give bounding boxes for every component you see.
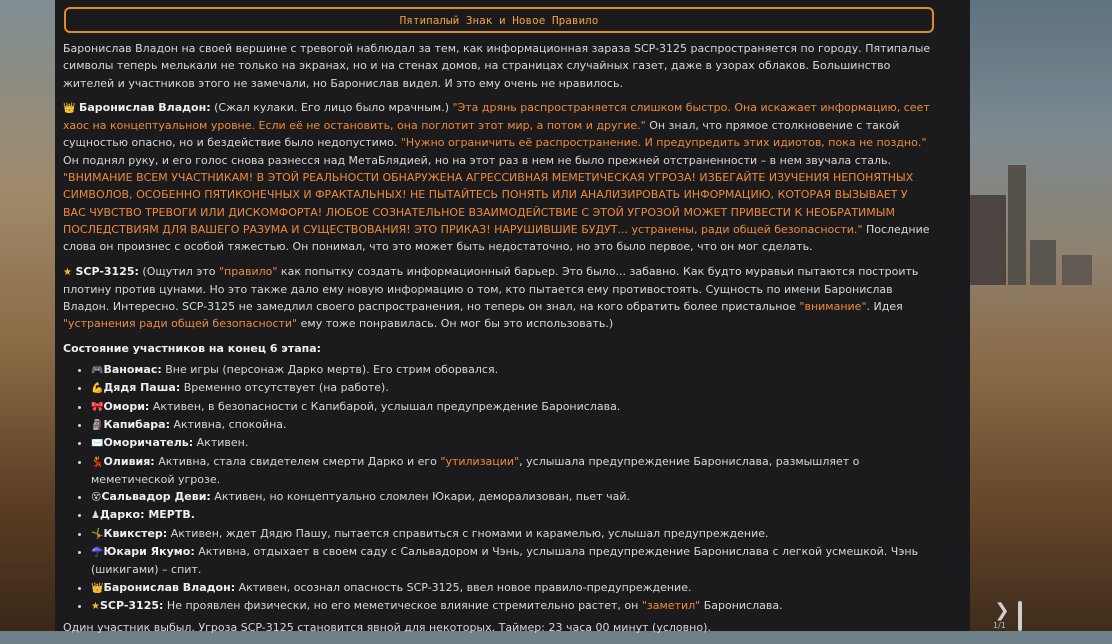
dialogue-text: Он знал, что прямое столкновение с такой сущностью опасно, но и бездействие было недопустимо. xyxy=(63,119,900,150)
narration-paragraph: Баронислав Владон на своей вершине с тревогой наблюдал за тем, как информационная зараза SCP-3125 распространяется по городу. Пятипалые символы теперь мелькали не только на экранах, но и на стенах домов, на страницах случайных газет, даже в узорах облаков. Большинство жителей и участников этого не замечали, но Баронислав видел. И это ему очень не нравилось. xyxy=(63,42,931,90)
participant-status: Временно отсутствует (на работе). xyxy=(180,381,389,395)
dialogue-baronislav xyxy=(63,99,933,256)
quote-text: "Эта дрянь распространяется слишком быстро. Она искажает информацию, сеет хаос на концептуальном уровне. Если её не остановить, она поглотит этот мир, а потом и другие." xyxy=(63,100,930,133)
dialogue-text: (Ощутил это xyxy=(138,264,219,278)
participant-icon: 💪 xyxy=(91,383,104,395)
dialogue-text: как попытку создать информационный барьер. Это было... забавно. Как будто муравьи пытаются построить плотину против цунами. Но это также дало ему новую информацию о том, кто пытается ему противостоять. Сущность по имени Баронислав Владон. Интересно. SCP-3125 не замедлил своего распространения, но теперь он знал, на кого обратить более пристальное xyxy=(63,264,919,314)
participant-status: Активен, в безопасности с Капибарой, услышал предупреждение Баронислава. xyxy=(149,399,621,413)
participant-icon: ☂️ xyxy=(91,547,104,559)
participant-status: , услышала предупреждение Баронислава, размышляет о меметической угрозе. xyxy=(91,454,860,486)
status-item xyxy=(91,379,933,397)
dialogue-text: Он поднял руку, и его голос снова разнесся над МетаБлядией, но на этот раз в нем не было прежней отстраненности – в нем звучала сталь. xyxy=(63,153,891,167)
rock-formation xyxy=(970,195,1006,285)
quote-text: "правило" xyxy=(219,264,278,278)
quote-text: "утилизации" xyxy=(440,454,520,468)
participant-icon: ✉️ xyxy=(91,438,104,450)
status-item xyxy=(91,453,933,489)
participant-name: Капибара: xyxy=(103,417,170,431)
participant-icon: 🗿 xyxy=(91,419,104,431)
participant-name: Ваномас: xyxy=(103,363,162,377)
participant-status: МЕРТВ. xyxy=(144,508,195,522)
status-item xyxy=(91,416,933,434)
next-arrow-icon[interactable]: ❯ xyxy=(994,600,1010,621)
story-panel xyxy=(55,0,1010,635)
status-item xyxy=(91,398,933,416)
participant-status: Активен, осознал опасность SCP-3125, ввел новое правило-предупреждение. xyxy=(235,580,692,594)
star-icon: ★ xyxy=(63,266,72,278)
status-list xyxy=(63,361,933,615)
participant-icon: 💃 xyxy=(91,456,104,468)
participant-icon: 🎮 xyxy=(91,365,104,377)
participant-name: Дарко: xyxy=(99,508,145,522)
scrollbar[interactable] xyxy=(1018,601,1022,631)
dialogue-text: . Идея xyxy=(866,300,903,314)
dialogue-text: ему тоже понравилась. Он мог бы это использовать.) xyxy=(297,317,614,331)
participant-status: Активна, стала свидетелем смерти Дарко и его xyxy=(154,454,441,468)
participant-status: Баронислава. xyxy=(700,598,783,612)
dialogue-scp xyxy=(63,263,933,333)
chapter-title: Пятипалый Знак и Новое Правило xyxy=(64,7,934,33)
participant-status: Активен, но концептуально сломлен Юкари, деморализован, пьет чай. xyxy=(210,490,630,504)
participant-name: Сальвадор Деви: xyxy=(101,490,211,504)
quote-text: "ВНИМАНИЕ ВСЕМ УЧАСТНИКАМ! В ЭТОЙ РЕАЛЬНОСТИ ОБНАРУЖЕНА АГРЕССИВНАЯ МЕМЕТИЧЕСКАЯ УГРОЗА! ИЗБЕГАЙТЕ ИЗУЧЕНИЯ НЕПОНЯТНЫХ СИМВОЛОВ, ОСОБЕННО ПЯТИКОНЕЧНЫХ И ФРАКТАЛЬНЫХ! НЕ ПЫТАЙТЕСЬ ПОНЯТЬ ИЛИ АНАЛИЗИРОВАТЬ ИНФОРМАЦИЮ, КОТОРАЯ ВЫЗЫВАЕТ У ВАС ЧУВСТВО ТРЕВОГИ ИЛИ ДИСКОМФОРТА! ЛЮБОЕ СОЗНАТЕЛЬНОЕ ВЗАИМОДЕЙСТВИЕ С ЭТОЙ УГРОЗОЙ МОЖЕТ ПРИВЕСТИ К НЕОБРАТИМЫМ ПОСЛЕДСТВИЯМ ДЛЯ ВАШЕГО РАЗУМА И СУЩЕСТВОВАНИЯ! ЭТО ПРИКАЗ! НАРУШИВШИЕ БУДУТ... устранены, ради общей безопасности." xyxy=(63,171,914,236)
participant-icon: ★ xyxy=(91,600,100,612)
status-item xyxy=(91,361,933,379)
status-item xyxy=(91,597,933,615)
speaker-name: Баронислав Владон: xyxy=(78,100,211,114)
status-item xyxy=(91,543,933,579)
story-content xyxy=(63,40,933,644)
participant-icon: ♟ xyxy=(91,510,100,522)
status-item xyxy=(91,488,933,506)
dialogue-text: Последние слова он произнес с особой тяжестью. Он понимал, что это может быть недостаточно, но это было первое, что он мог сделать. xyxy=(63,222,930,254)
status-heading xyxy=(63,340,933,357)
rock-formation xyxy=(1062,255,1092,285)
status-item xyxy=(91,434,933,452)
participant-status: Не проявлен физически, но его меметическое влияние стремительно растет, он xyxy=(163,598,642,612)
speaker-name: SCP-3125: xyxy=(75,264,139,278)
status-item xyxy=(91,506,933,524)
participant-name: Баронислав Владон: xyxy=(103,580,236,594)
quote-text: "Нужно ограничить её распространение. И предупредить этих идиотов, пока не поздно." xyxy=(400,136,927,150)
footer-summary: Один участник выбыл. Угроза SCP-3125 становится явной для некоторых. Таймер: 23 часа 00 минут (условно). xyxy=(63,621,711,635)
participant-status: Вне игры (персонаж Дарко мертв). Его стрим оборвался. xyxy=(161,363,499,377)
participant-icon: 🤸 xyxy=(91,528,104,540)
participant-icon: 😵 xyxy=(91,492,102,504)
quote-text: "устранения ради общей безопасности" xyxy=(63,317,298,331)
crown-icon: 👑 xyxy=(63,102,76,114)
page-counter: 1/1 xyxy=(993,621,1006,630)
quote-text: "заметил" xyxy=(641,598,701,612)
participant-status: Активен. xyxy=(193,436,249,450)
status-heading-text: Состояние участников на конец 6 этапа: xyxy=(63,341,322,355)
participant-icon: 👑 xyxy=(91,582,104,594)
status-item xyxy=(91,579,933,597)
participant-name: Квикстер: xyxy=(103,526,168,540)
participant-name: SCP-3125: xyxy=(99,598,164,612)
rock-formation xyxy=(1008,165,1026,285)
participant-name: Юкари Якумо: xyxy=(103,545,195,559)
participant-name: Дядя Паша: xyxy=(103,381,181,395)
participant-name: Оливия: xyxy=(103,454,155,468)
participant-icon: 🎀 xyxy=(91,401,104,413)
participant-name: Омори: xyxy=(103,399,150,413)
status-item xyxy=(91,525,933,543)
rock-formation xyxy=(1030,240,1056,285)
participant-name: Оморичатель: xyxy=(103,436,194,450)
background-left xyxy=(0,0,55,631)
participant-status: Активен, ждет Дядю Пашу, пытается справиться с гномами и карамелью, услышал предупреждение. xyxy=(167,526,769,540)
dialogue-text: (Сжал кулаки. Его лицо было мрачным.) xyxy=(210,100,453,114)
background-right xyxy=(970,0,1112,631)
participant-status: Активна, отдыхает в своем саду с Сальвадором и Чэнь, услышала предупреждение Баронислава с легкой усмешкой. Чэнь (шикигами) – спит. xyxy=(91,545,919,577)
participant-status: Активна, спокойна. xyxy=(169,417,287,431)
quote-text: "внимание" xyxy=(799,300,867,314)
